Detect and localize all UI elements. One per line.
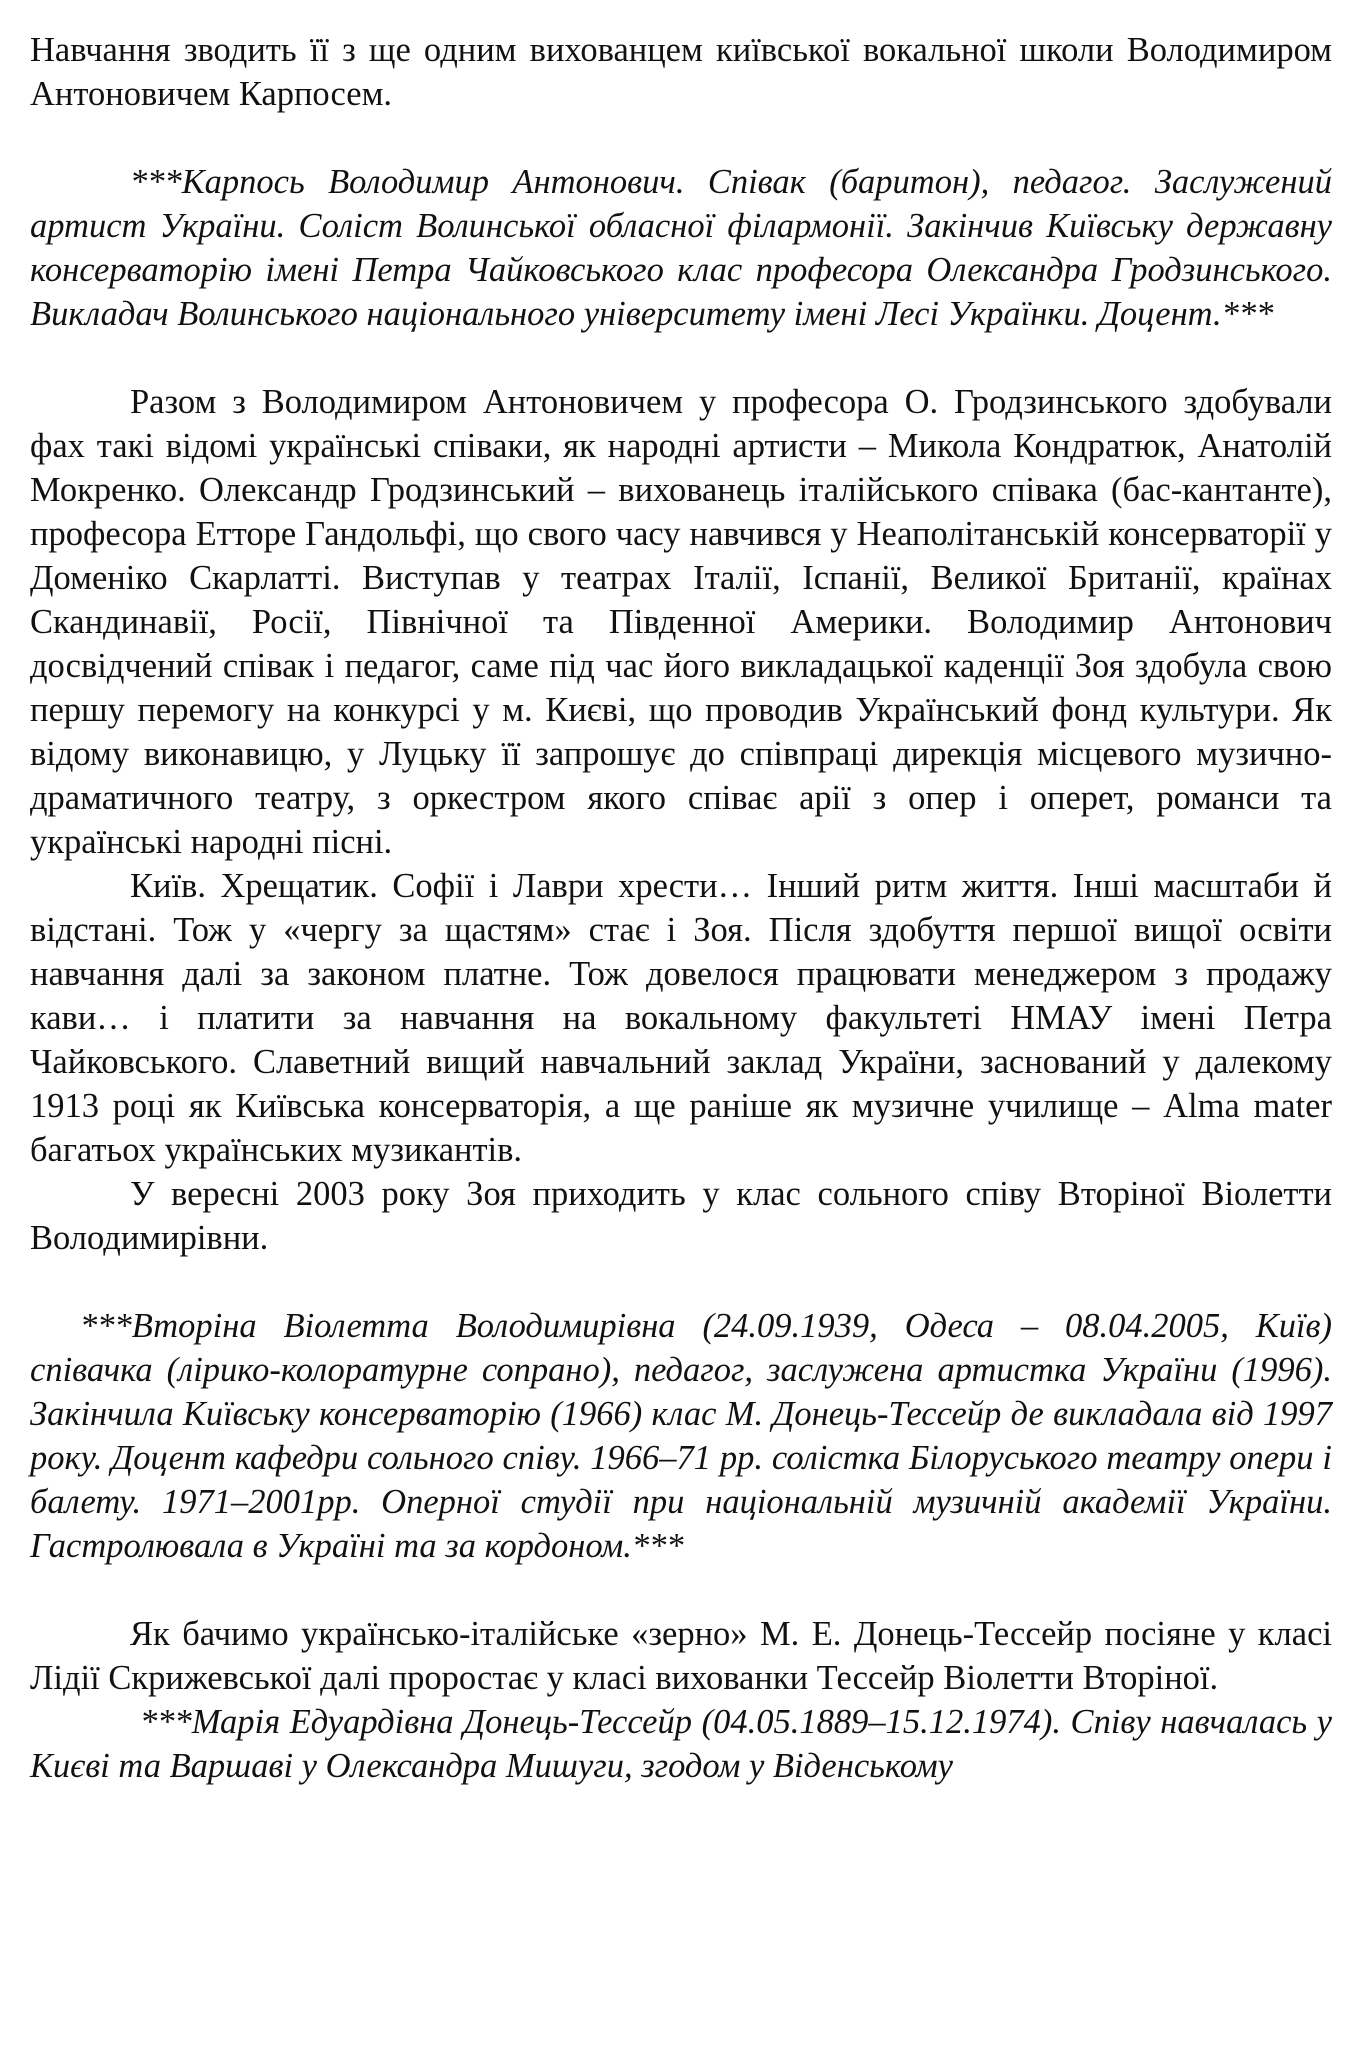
paragraph-vtorina-class: У вересні 2003 року Зоя приходить у клас сольного співу Вторіної Віолетти Володимирівни.	[30, 1175, 1332, 1257]
document-page	[30, 28, 1332, 1788]
note-donets-tesseir: ***Марія Едуардівна Донець-Тессейр (04.05.1889–15.12.1974). Співу навчалась у Києві та Варшаві у Олександра Мишуги, згодом у Віденському	[30, 1703, 1332, 1785]
paragraph-grain: Як бачимо українсько-італійське «зерно» М. Е. Донець-Тессейр посіяне у класі Лідії Скрижевської далі проростає у класі вихованки Тессейр Віолетти Вторіної.	[30, 1615, 1332, 1697]
paragraph-intro: Навчання зводить її з ще одним вихованцем київської вокальної школи Володимиром Антоновичем Карпосем.	[30, 31, 1332, 113]
paragraph-grodzinsky: Разом з Володимиром Антоновичем у професора О. Гродзинського здобували фах такі відомі українські співаки, як народні артисти – Микола Кондратюк, Анатолій Мокренко. Олександр Гродзинський – вихованець італійського співака (бас-кантанте), професора Етторе Гандольфі, що свого часу навчився у Неаполітанській консерваторії у Доменіко Скарлатті. Виступав у театрах Італії, Іспанії, Великої Британії, країнах Скандинавії, Росії, Північної та Південної Америки. Володимир Антонович досвідчений співак і педагог, саме під час його викладацької каденції Зоя здобула свою першу перемогу на конкурсі у м. Києві, що проводив Український фонд культури. Як відому виконавицю, у Луцьку її запрошує до співпраці дирекція місцевого музично-драматичного театру, з оркестром якого співає арії з опер і оперет, романси та українські народні пісні.	[30, 383, 1332, 861]
note-karpos: ***Карпось Володимир Антонович. Співак (баритон), педагог. Заслужений артист України. Соліст Волинської обласної філармонії. Закінчив Київську державну консерваторію імені Петра Чайковського клас професора Олександра Гродзинського. Викладач Волинського національного університету імені Лесі Українки. Доцент.***	[30, 163, 1332, 333]
note-vtorina: ***Вторіна Віолетта Володимирівна (24.09.1939, Одеса – 08.04.2005, Київ) співачка (лірико-колоратурне сопрано), педагог, заслужена артистка України (1996). Закінчила Київську консерваторію (1966) клас М. Донець-Тессейр де викладала від 1997 року. Доцент кафедри сольного співу. 1966–71 рр. солістка Білоруського театру опери і балету. 1971–2001рр. Оперної студії при національній музичній академії України. Гастролювала в Україні та за кордоном.***	[30, 1307, 1332, 1565]
paragraph-kyiv: Київ. Хрещатик. Софії і Лаври хрести… Інший ритм життя. Інші масштаби й відстані. Тож у «чергу за щастям» стає і Зоя. Після здобуття першої вищої освіти навчання далі за законом платне. Тож довелося працювати менеджером з продажу кави… і платити за навчання на вокальному факультеті НМАУ імені Петра Чайковського. Славетний вищий навчальний заклад України, заснований у далекому 1913 році як Київська консерваторія, а ще раніше як музичне училище – Alma mater багатьох українських музикантів.	[30, 867, 1332, 1169]
